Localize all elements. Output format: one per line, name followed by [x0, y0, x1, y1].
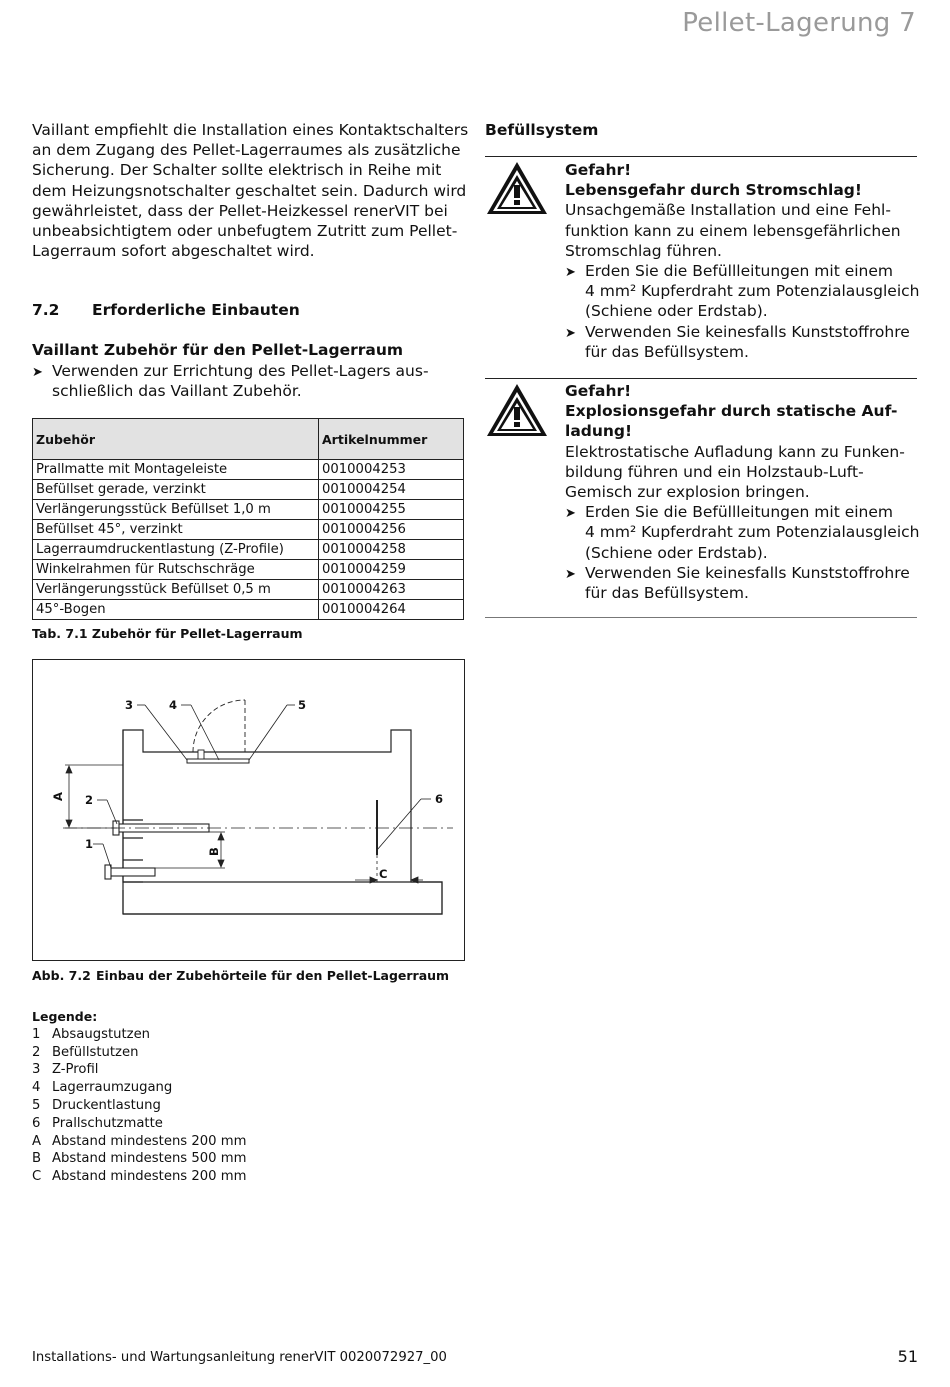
text-line: Verwenden Sie keinesfalls Kunststoffrohre — [585, 322, 910, 341]
label-4: 4 — [169, 698, 178, 712]
text-line: unbeabsichtigtem oder unbefugtem Zutritt zum Pellet- — [32, 222, 458, 241]
legend-item — [32, 1079, 246, 1097]
divider — [485, 378, 917, 379]
accessory-cell: Winkelrahmen für Rutschschräge — [33, 560, 319, 580]
column-header-accessory: Zubehör — [33, 419, 319, 460]
legend-text: Z-Profil — [52, 1062, 99, 1078]
legend-text: Abstand mindestens 200 mm — [52, 1133, 247, 1149]
text-line: (Schiene oder Erdstab). — [585, 543, 768, 562]
legend-key: 6 — [32, 1115, 41, 1131]
legend-text: Abstand mindestens 200 mm — [52, 1169, 247, 1185]
text-line: Elektrostatische Aufladung kann zu Funken- — [565, 442, 905, 461]
warning-bullet — [565, 563, 921, 603]
filling-system-heading: Befüllsystem — [485, 121, 599, 139]
intro-paragraph — [32, 120, 472, 261]
arrow-bullet-icon: ➤ — [565, 325, 576, 341]
table-caption: Tab. 7.1 Zubehör für Pellet-Lagerraum — [32, 626, 303, 641]
article-number-cell: 0010004255 — [319, 500, 464, 520]
label-1: 1 — [85, 837, 94, 851]
legend-text: Abstand mindestens 500 mm — [52, 1151, 247, 1167]
text-line: Verwenden Sie keinesfalls Kunststoffrohre — [585, 563, 910, 582]
label-3: 3 — [125, 698, 134, 712]
table-row — [33, 600, 464, 620]
installation-figure — [32, 659, 465, 961]
table-row — [33, 480, 464, 500]
section-number: 7.2 — [32, 301, 60, 319]
legend-key: 1 — [32, 1026, 41, 1042]
text-line: für das Befüllsystem. — [585, 584, 749, 603]
legend-key: 5 — [32, 1097, 41, 1113]
text-line: Unsachgemäße Installation und eine Fehl- — [565, 201, 891, 220]
legend-item — [32, 1061, 246, 1079]
legend-item — [32, 1150, 246, 1168]
section-heading — [32, 301, 300, 319]
chapter-header: Pellet-Lagerung 7 — [682, 8, 916, 38]
accessory-cell: Befüllset gerade, verzinkt — [33, 480, 319, 500]
accessory-cell: Verlängerungsstück Befüllset 0,5 m — [33, 580, 319, 600]
label-b: B — [207, 847, 221, 856]
article-number-cell: 0010004263 — [319, 580, 464, 600]
accessory-cell: Befüllset 45°, verzinkt — [33, 520, 319, 540]
text-line: (Schiene oder Erdstab). — [585, 302, 768, 321]
left-wall — [123, 730, 442, 914]
warning-bullet — [565, 502, 921, 563]
figure-caption — [32, 968, 449, 983]
door-swing — [193, 700, 245, 752]
article-number-cell: 0010004254 — [319, 480, 464, 500]
z-profile — [187, 759, 249, 763]
text-line: Vaillant empfiehlt die Installation eines Kontaktschalters — [32, 121, 469, 139]
arrow-bullet-icon: ➤ — [32, 365, 43, 380]
label-a: A — [51, 792, 65, 801]
table-row — [33, 520, 464, 540]
table-row — [33, 460, 464, 480]
section-title: Erforderliche Einbauten — [92, 301, 300, 319]
text-line: Erden Sie die Befüllleitungen mit einem — [585, 503, 894, 522]
accessory-cell: 45°-Bogen — [33, 600, 319, 620]
table-header-row — [33, 419, 464, 460]
article-number-cell: 0010004259 — [319, 560, 464, 580]
legend-key: 2 — [32, 1044, 41, 1060]
label-5: 5 — [298, 698, 307, 712]
text-line: schließlich das Vaillant Zubehör. — [52, 382, 302, 401]
text-line: gewährleistet, dass der Pellet-Heizkessel renerVIT bei — [32, 201, 448, 220]
legend-key: 4 — [32, 1080, 41, 1096]
table-row — [33, 580, 464, 600]
warning-explosion — [565, 381, 921, 603]
warning-subtitle: Lebensgefahr durch Stromschlag! — [565, 181, 862, 200]
warning-electric-shock — [565, 160, 921, 362]
legend-item — [32, 1044, 246, 1062]
accessory-cell: Lagerraumdruckentlastung (Z-Profile) — [33, 540, 319, 560]
room-wall — [123, 730, 442, 914]
legend-key: A — [32, 1133, 42, 1149]
label-6: 6 — [435, 792, 444, 806]
installation-diagram — [33, 660, 464, 960]
article-number-cell: 0010004258 — [319, 540, 464, 560]
legend-heading: Legende: — [32, 1009, 98, 1024]
text-line: für das Befüllsystem. — [585, 342, 749, 361]
warning-subtitle: Explosionsgefahr durch statische Auf- — [565, 402, 898, 421]
article-number-cell: 0010004253 — [319, 460, 464, 480]
table-row — [33, 540, 464, 560]
text-line: 4 mm² Kupferdraht zum Potenzialausgleich — [585, 523, 920, 542]
legend-text: Befüllstutzen — [52, 1044, 139, 1060]
warning-title: Gefahr! — [565, 382, 632, 400]
text-line: Gemisch zur explosion bringen. — [565, 483, 810, 502]
warning-triangle-icon — [484, 381, 550, 439]
legend-text: Prallschutzmatte — [52, 1115, 163, 1131]
text-line: dem Heizungsnotschalter geschaltet sein. Dadurch wird — [32, 181, 467, 200]
warning-subtitle: ladung! — [565, 422, 633, 441]
page-number: 51 — [897, 1347, 918, 1366]
legend-key: B — [32, 1151, 42, 1167]
legend-item — [32, 1097, 246, 1115]
label-2: 2 — [85, 793, 94, 807]
label-c: C — [379, 867, 388, 881]
divider — [485, 156, 917, 157]
arrow-bullet-icon: ➤ — [565, 566, 576, 582]
table-row — [33, 500, 464, 520]
divider — [485, 617, 917, 618]
text-line: Stromschlag führen. — [565, 241, 722, 260]
footer-document-title: Installations- und Wartungsanleitung renerVIT 0020072927_00 — [32, 1350, 447, 1365]
legend-text: Druckentlastung — [52, 1097, 161, 1113]
accessory-cell: Prallmatte mit Montageleiste — [33, 460, 319, 480]
accessories-heading: Vaillant Zubehör für den Pellet-Lagerraum — [32, 341, 404, 359]
warning-bullet — [565, 322, 921, 362]
warning-bullet — [565, 261, 921, 322]
warning-triangle-icon — [484, 159, 550, 217]
text-line: Verwenden zur Errichtung des Pellet-Lagers aus- — [52, 362, 429, 380]
table-row — [33, 560, 464, 580]
text-line: Lagerraum sofort abgeschaltet wird. — [32, 242, 315, 261]
legend-item — [32, 1026, 246, 1044]
figure-caption-label: Abb. 7.2 — [32, 968, 91, 983]
legend-text: Absaugstutzen — [52, 1026, 151, 1042]
legend-key: C — [32, 1169, 42, 1185]
legend-text: Lagerraumzugang — [52, 1080, 173, 1096]
figure-caption-text: Einbau der Zubehörteile für den Pellet-Lagerraum — [96, 968, 450, 983]
arrow-bullet-icon: ➤ — [565, 506, 576, 522]
text-line: Erden Sie die Befüllleitungen mit einem — [585, 262, 894, 281]
arrow-bullet-icon: ➤ — [565, 265, 576, 281]
warning-title: Gefahr! — [565, 161, 632, 179]
text-line: Sicherung. Der Schalter sollte elektrisch in Reihe mit — [32, 161, 442, 180]
accessories-table — [32, 418, 464, 620]
legend-item — [32, 1115, 246, 1133]
legend-item — [32, 1133, 246, 1151]
text-line: bildung führen und ein Holzstaub-Luft- — [565, 462, 864, 481]
column-header-article-number: Artikelnummer — [319, 419, 464, 460]
text-line: an dem Zugang des Pellet-Lagerraumes als zusätzliche — [32, 141, 461, 160]
legend-item — [32, 1168, 246, 1186]
accessories-bullet — [32, 361, 442, 401]
suction-pipe — [107, 868, 155, 876]
legend-key: 3 — [32, 1062, 41, 1078]
article-number-cell: 0010004264 — [319, 600, 464, 620]
legend — [32, 1008, 246, 1186]
text-line: 4 mm² Kupferdraht zum Potenzialausgleich — [585, 282, 920, 301]
text-line: funktion kann zu einem lebensgefährlichen — [565, 221, 901, 240]
accessory-cell: Verlängerungsstück Befüllset 1,0 m — [33, 500, 319, 520]
article-number-cell: 0010004256 — [319, 520, 464, 540]
